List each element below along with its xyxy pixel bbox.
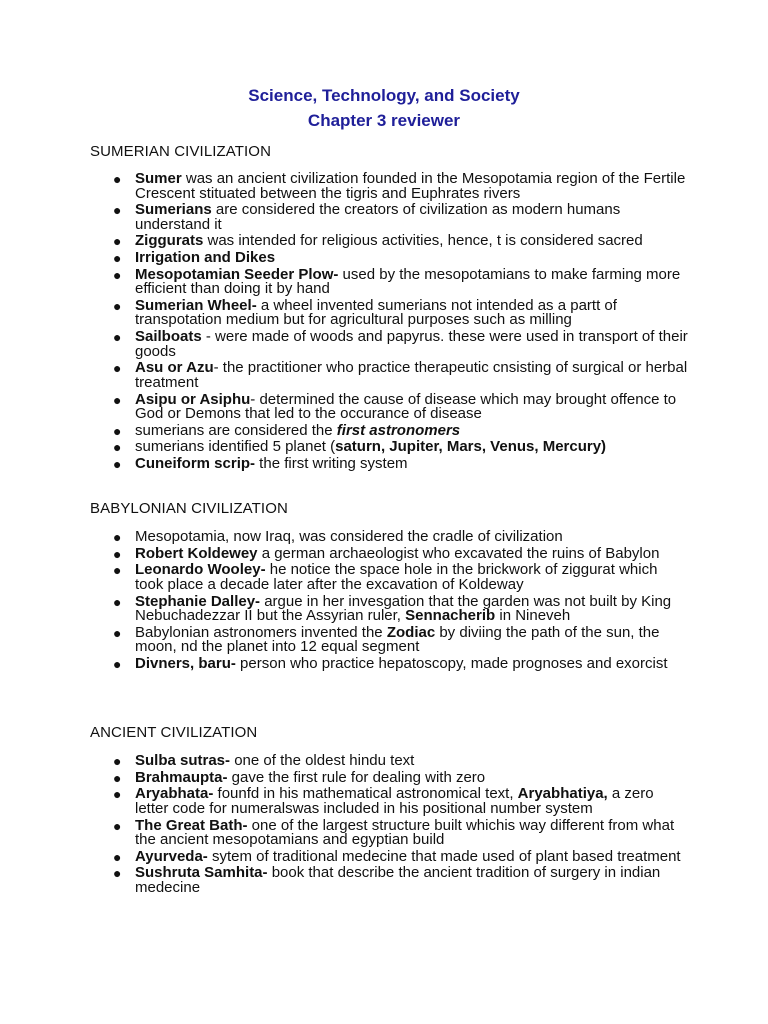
bullet-icon: ● — [113, 266, 122, 283]
item-term: Ayurveda- — [135, 847, 208, 865]
list-item — [0, 251, 768, 266]
bullet-icon: ● — [113, 562, 122, 579]
list-item — [0, 361, 768, 390]
item-term: Asipu or Asiphu — [135, 390, 251, 408]
item-term: Ziggurats — [135, 232, 204, 250]
item-bold: saturn, Jupiter, Mars, Venus, Mercury) — [335, 438, 607, 456]
bullet-icon: ● — [113, 329, 122, 346]
bullet-icon: ● — [113, 769, 122, 786]
item-text: sumerians are considered the — [135, 421, 337, 439]
item-text: are considered the creators of civilization as modern humans understand it — [135, 201, 621, 233]
list-item — [0, 563, 768, 592]
item-term: The Great Bath- — [135, 816, 248, 834]
list-item — [0, 847, 768, 865]
item-text: he notice the space hole in the brickwork of ziggurat which took place a decade later after the excavation of Koldeway — [135, 561, 658, 593]
list-item — [0, 544, 768, 562]
bullet-icon: ● — [113, 391, 122, 408]
item-text: a zero letter code for numeralswas included in his positional number system — [135, 785, 654, 817]
item-text: gave the first rule for dealing with zero — [227, 768, 486, 786]
list-item — [0, 203, 768, 232]
bullet-icon: ● — [113, 817, 122, 834]
item-term: Sumerian Wheel- — [135, 296, 257, 314]
item-text: was an ancient civilization founded in the Mesopotamia region of the Fertile Crescent stituated between the tigris and Euphrates rivers — [135, 170, 686, 202]
item-emphasis: first astronomers — [336, 421, 461, 439]
list-item — [0, 172, 768, 201]
item-text: founfd in his mathematical astronomical text, — [213, 785, 518, 803]
section-heading-babylonian: BABYLONIAN CIVILIZATION — [90, 500, 288, 517]
list-item — [0, 787, 768, 816]
item-term: Cuneiform scrip- — [135, 455, 256, 473]
item-term: Robert Koldewey — [135, 544, 258, 562]
item-text: - were made of woods and papyrus. these were used in transport of their goods — [135, 328, 688, 360]
list-item — [0, 440, 768, 455]
item-text: was intended for religious activities, hence, t is considered sacred — [203, 232, 643, 250]
list-item — [0, 421, 768, 439]
item-text: - determined the cause of disease which may brought offence to God or Demons that led to the occurance of disease — [135, 390, 677, 422]
document-title: Science, Technology, and Society — [248, 86, 520, 105]
sumerian-list — [0, 172, 768, 474]
list-item — [0, 592, 768, 625]
item-term: Mesopotamian Seeder Plow- — [135, 265, 339, 283]
item-term: Sennacherib — [405, 607, 496, 625]
bullet-icon: ● — [113, 439, 122, 456]
bullet-icon: ● — [113, 456, 122, 473]
bullet-icon: ● — [113, 171, 122, 187]
section-heading-ancient: ANCIENT CIVILIZATION — [90, 724, 258, 741]
item-text: - the practitioner who practice therapeutic cnsisting of surgical or herbal treatment — [135, 359, 688, 391]
item-term: Aryabhata- — [135, 785, 214, 803]
item-term: Sushruta Samhita- — [135, 864, 268, 882]
list-item — [0, 768, 768, 786]
document-subtitle: Chapter 3 reviewer — [307, 111, 461, 130]
list-item — [0, 330, 768, 359]
item-text: the first writing system — [255, 455, 408, 473]
list-item — [0, 530, 768, 545]
item-term: Zodiac — [386, 623, 436, 641]
item-text: sytem of traditional medecine that made used of plant based treatment — [207, 847, 681, 865]
bullet-icon: ● — [113, 422, 122, 439]
item-term: Asu or Azu — [135, 359, 214, 377]
list-item — [0, 457, 768, 472]
list-item — [0, 754, 768, 769]
list-item — [0, 816, 768, 849]
bullet-icon: ● — [113, 753, 122, 769]
bullet-icon: ● — [113, 360, 122, 377]
bullet-icon: ● — [113, 297, 122, 314]
list-item — [0, 390, 768, 422]
item-text: Mesopotamia, now Iraq, was considered the cradle of civilization — [135, 528, 563, 545]
item-term: Aryabhatiya, — [517, 785, 608, 803]
bullet-icon: ● — [113, 545, 122, 562]
bullet-icon: ● — [113, 529, 122, 545]
item-text: person who practice hepatoscopy, made prognoses and exorcist — [235, 654, 668, 672]
bullet-icon: ● — [113, 202, 122, 219]
bullet-icon: ● — [113, 233, 122, 250]
bullet-icon: ● — [113, 593, 122, 610]
item-text: one of the oldest hindu text — [230, 752, 415, 769]
bullet-icon: ● — [113, 786, 122, 803]
item-term: Irrigation and Dikes — [135, 249, 276, 267]
item-term: Sumerians — [135, 201, 212, 219]
item-text: a wheel invented sumerians not intended as a partt of transpotation medium but for agricultural purposes such as milling — [135, 296, 617, 329]
bullet-icon: ● — [113, 250, 122, 267]
ancient-list — [0, 754, 768, 898]
list-item — [0, 234, 768, 249]
item-text: in Nineveh — [495, 607, 571, 625]
item-text: sumerians identified 5 planet ( — [135, 438, 336, 456]
item-term: Sumer — [135, 170, 182, 187]
item-text: used by the mesopotamians to make farming more efficient than doing it by hand — [135, 265, 681, 298]
item-term: Leonardo Wooley- — [135, 561, 266, 579]
list-item — [0, 623, 768, 656]
babylonian-list — [0, 530, 768, 674]
item-term: Sailboats — [135, 328, 202, 346]
bullet-icon: ● — [113, 848, 122, 865]
item-text: book that describe the ancient tradition of surgery in indian medecine — [135, 864, 661, 896]
item-term: Brahmaupta- — [135, 768, 228, 786]
list-item — [0, 296, 768, 329]
bullet-icon: ● — [113, 865, 122, 882]
item-text: argue in her invesgation that the garden was not built by King Nebuchadezzar II but the Assyrian ruler, — [135, 592, 672, 625]
list-item — [0, 265, 768, 298]
item-term: Sulba sutras- — [135, 752, 231, 769]
item-term: Divners, baru- — [135, 654, 236, 672]
bullet-icon: ● — [113, 624, 122, 641]
item-text: Babylonian astronomers invented the — [135, 623, 387, 641]
item-text: one of the largest structure built whichis way different from what the ancient mesopotamians and egyptian build — [135, 816, 675, 849]
list-item — [0, 654, 768, 672]
item-text: a german archaeologist who excavated the ruins of Babylon — [257, 544, 660, 562]
item-text: by diviing the path of the sun, the moon, nd the planet into 12 equal segment — [135, 623, 660, 656]
list-item — [0, 866, 768, 895]
item-term: Stephanie Dalley- — [135, 592, 261, 610]
section-heading-sumerian: SUMERIAN CIVILIZATION — [90, 143, 272, 160]
bullet-icon: ● — [113, 655, 122, 672]
